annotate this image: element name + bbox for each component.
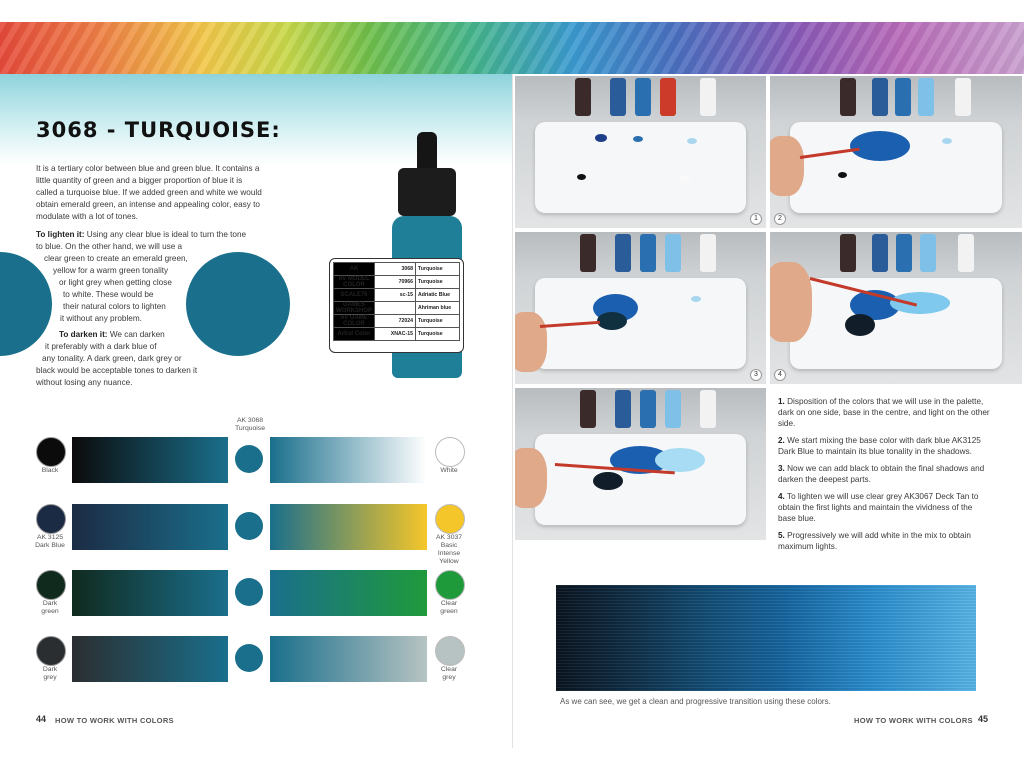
intro-paragraph: It is a tertiary color between blue and green blue. It contains a little quantity of green and a bigger proportion of blue it is called a turquoise blue. If we added green and white we would obtain emerald green, an intense and appealing color, easy to modulate with a lot of tones.: [36, 164, 262, 221]
paint-code: 70966: [375, 276, 416, 289]
page-spine: [512, 74, 513, 748]
gradient-sample-strip: [556, 585, 976, 691]
left-swatch-label: Dark grey: [42, 666, 58, 681]
paint-name: Adriatic Blue: [416, 289, 460, 302]
photo-step-5: [515, 388, 766, 540]
paint-name: Turquoise: [416, 263, 460, 276]
lighten-line-1: Using any clear blue is ideal to turn the tone: [86, 230, 247, 239]
equivalence-row: [334, 315, 460, 328]
shade-gradient-bar: [72, 636, 228, 682]
right-swatch-label: Clear green: [440, 600, 458, 615]
left-swatch-label: AK 3125 Dark Blue: [35, 534, 65, 549]
step-number: 5.: [778, 531, 785, 540]
lighten-line-2: to blue. On the other hand, we will use a: [36, 242, 183, 251]
turquoise-swatch: [235, 512, 263, 540]
step-item: [778, 396, 990, 429]
photo-number: 3: [750, 369, 762, 381]
step-number: 2.: [778, 436, 785, 445]
paint-name: Turquoise: [416, 276, 460, 289]
lighten-line-5: or light grey when getting close: [59, 278, 172, 287]
photo-step-2: [770, 76, 1022, 228]
paint-code: XNAC-15: [375, 328, 416, 341]
paint-name: Turquoise: [416, 328, 460, 341]
photo-step-1: [515, 76, 766, 228]
darken-line-3: any tonality. A dark green, dark grey or: [42, 354, 182, 363]
photo-number: 2: [774, 213, 786, 225]
equivalence-row: [334, 289, 460, 302]
step-item: [778, 435, 990, 457]
tint-gradient-bar: [270, 570, 427, 616]
photo-number: 1: [750, 213, 762, 225]
photo-step-4: [770, 232, 1022, 384]
lighten-line-7: their natural colors to lighten: [63, 302, 166, 311]
center-color-label: AK 3068 Turquoise: [235, 417, 265, 432]
darken-line-1: We can darken: [109, 330, 165, 339]
strip-caption: As we can see, we get a clean and progressive transition using these colors.: [560, 697, 831, 706]
brand-logo: AV GAME COLOR: [334, 315, 375, 328]
left-swatch-label: Black: [41, 467, 59, 474]
right-swatch: [435, 504, 465, 534]
step-item: [778, 530, 990, 552]
lighten-line-4: yellow for a warm green tonality: [53, 266, 169, 275]
turquoise-swatch: [235, 644, 263, 672]
brand-logo: GAMES WORKSHOP: [334, 302, 375, 315]
paint-name: Ahriman blue: [416, 302, 460, 315]
equivalence-row: [334, 263, 460, 276]
tint-gradient-bar: [270, 636, 427, 682]
shade-gradient-bar: [72, 570, 228, 616]
equivalence-chart: [329, 258, 464, 353]
step-item: [778, 463, 990, 485]
brand-logo: Artist Color: [334, 328, 375, 341]
page-number-right: 45: [978, 714, 989, 724]
lighten-line-8: it without any problem.: [60, 314, 142, 323]
page-number-left: 44: [36, 714, 47, 724]
lighten-label: To lighten it:: [36, 230, 85, 239]
step-number: 1.: [778, 397, 785, 406]
shade-gradient-bar: [72, 504, 228, 550]
darken-line-2: it preferably with a dark blue of: [45, 342, 157, 351]
darken-label: To darken it:: [59, 330, 108, 339]
paint-name: Turquoise: [416, 315, 460, 328]
darken-line-4: black would be acceptable tones to darken it: [36, 366, 198, 375]
right-swatch: [435, 636, 465, 666]
turquoise-circle-right: [186, 252, 290, 356]
left-swatch: [36, 437, 66, 467]
left-swatch-label: Dark green: [41, 600, 59, 615]
step-text: To lighten we will use clear grey AK3067 Deck Tan to obtain the first lights and maintain the vividness of the base blue.: [778, 492, 979, 523]
step-number: 4.: [778, 492, 785, 501]
right-swatch: [435, 570, 465, 600]
rainbow-header-band: [0, 22, 1024, 74]
step-item: [778, 491, 990, 524]
page-title: 3068 - TURQUOISE:: [36, 118, 281, 142]
step-text: We start mixing the base color with dark blue AK3125 Dark Blue to maintain its blue tonality in the shadows.: [778, 436, 981, 456]
paint-code: sc-15: [375, 289, 416, 302]
step-text: Now we can add black to obtain the final shadows and darken the deepest parts.: [778, 464, 985, 484]
left-swatch: [36, 504, 66, 534]
tint-gradient-bar: [270, 504, 427, 550]
turquoise-swatch: [235, 445, 263, 473]
photo-number: 4: [774, 369, 786, 381]
right-swatch: [435, 437, 465, 467]
right-swatch-label: AK 3037 Basic Intense Yellow: [435, 534, 463, 565]
equivalence-row: [334, 328, 460, 341]
shade-gradient-bar: [72, 437, 228, 483]
photo-step-3: [515, 232, 766, 384]
step-number: 3.: [778, 464, 785, 473]
steps-list: [778, 396, 990, 558]
lighten-line-6: to white. These would be: [63, 290, 154, 299]
step-text: Progressively we will add white in the mix to obtain maximum lights.: [778, 531, 971, 551]
brand-logo: AV MODEL COLOR: [334, 276, 375, 289]
tint-gradient-bar: [270, 437, 427, 483]
equivalence-row: [334, 276, 460, 289]
brand-logo: SCALE75: [334, 289, 375, 302]
paint-code: 72024: [375, 315, 416, 328]
left-swatch: [36, 636, 66, 666]
paint-code: 3068: [375, 263, 416, 276]
footer-left: HOW TO WORK WITH COLORS: [55, 716, 174, 725]
darken-line-5: without losing any nuance.: [36, 378, 133, 387]
brand-logo: AK: [334, 263, 375, 276]
right-swatch-label: Clear grey: [440, 666, 458, 681]
lighten-line-3: clear green to create an emerald green,: [44, 254, 188, 263]
turquoise-swatch: [235, 578, 263, 606]
equivalence-row: [334, 302, 460, 315]
right-swatch-label: White: [440, 467, 458, 474]
footer-right: HOW TO WORK WITH COLORS: [854, 716, 973, 725]
left-swatch: [36, 570, 66, 600]
paint-code: [375, 302, 416, 315]
step-text: Disposition of the colors that we will use in the palette, dark on one side, base in the centre, and light on the other side.: [778, 397, 990, 428]
